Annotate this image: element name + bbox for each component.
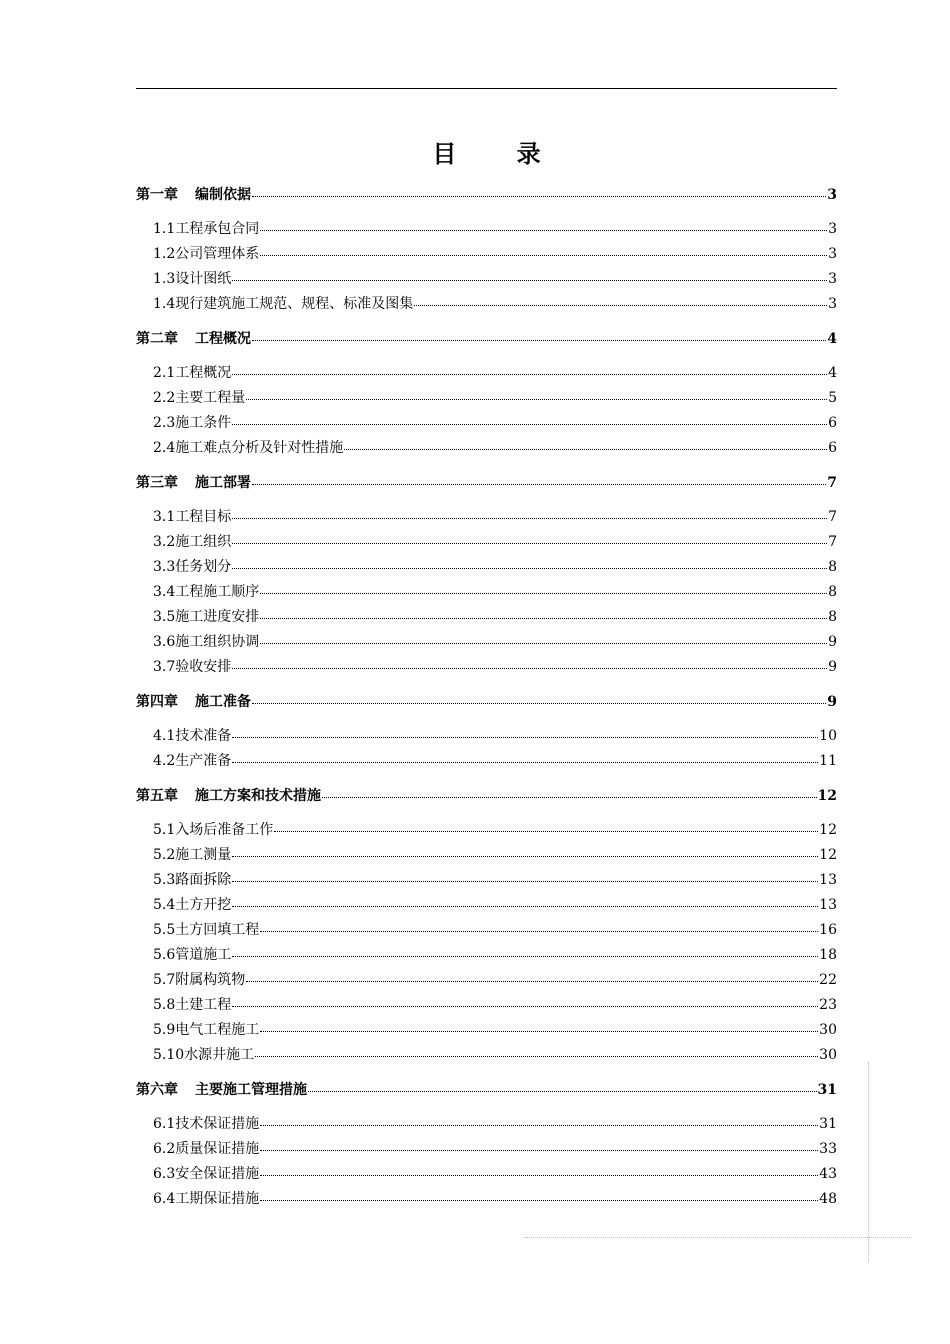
toc-entry-title: 施工条件: [175, 415, 232, 431]
toc-entry-number: 第六章: [136, 1082, 178, 1098]
toc-dot-leader: [260, 1200, 818, 1201]
toc-entry-page: 33: [819, 1141, 837, 1157]
toc-entry-number: 第四章: [136, 694, 178, 710]
toc-entry-page: 12: [817, 788, 837, 804]
toc-entry-title: 公司管理体系: [175, 246, 260, 262]
toc-dot-leader: [232, 668, 827, 669]
toc-entry-title: 质量保证措施: [175, 1141, 260, 1157]
toc-entry-title: 主要施工管理措施: [195, 1082, 307, 1098]
toc-entry-title: 设计图纸: [175, 271, 232, 287]
toc-entry-title: 施工准备: [195, 694, 251, 710]
toc-entry-page: 31: [819, 1116, 837, 1132]
toc-entry-number: 3.3: [153, 559, 176, 575]
toc-entry-number: 4.2: [153, 753, 176, 769]
toc-entry-page: 22: [819, 972, 837, 988]
toc-entry-number: 6.3: [153, 1166, 176, 1182]
toc-dot-leader: [252, 484, 826, 485]
toc-entry-title: 主要工程量: [175, 390, 246, 406]
toc-entry-page: 8: [828, 584, 837, 600]
toc-section-entry[interactable]: [136, 725, 837, 747]
toc-entry-page: 10: [819, 728, 837, 744]
toc-dot-leader: [274, 831, 818, 832]
toc-dot-leader: [322, 797, 817, 798]
toc-entry-number: 5.8: [153, 997, 176, 1013]
toc-entry-page: 9: [827, 694, 837, 710]
toc-dot-leader: [232, 956, 818, 957]
toc-section-entry[interactable]: [136, 919, 837, 941]
toc-dot-leader: [260, 931, 818, 932]
toc-dot-leader: [232, 424, 827, 425]
toc-dot-leader: [260, 1125, 818, 1126]
toc-entry-title: 现行建筑施工规范、规程、标准及图集: [175, 296, 414, 312]
toc-dot-leader: [232, 1006, 818, 1007]
toc-dot-leader: [308, 1091, 817, 1092]
crop-mark-horizontal: [524, 1237, 912, 1238]
toc-dot-leader: [255, 1056, 818, 1057]
toc-dot-leader: [232, 856, 818, 857]
toc-entry-title: 管道施工: [175, 947, 232, 963]
toc-section-entry[interactable]: [136, 606, 837, 628]
toc-entry-page: 18: [819, 947, 837, 963]
toc-entry-title: 工期保证措施: [175, 1191, 260, 1207]
toc-entry-page: 30: [819, 1022, 837, 1038]
toc-entry-title: 施工测量: [175, 847, 232, 863]
toc-section-entry[interactable]: [136, 387, 837, 409]
toc-entry-page: 9: [828, 634, 837, 650]
toc-entry-page: 8: [828, 609, 837, 625]
toc-dot-leader: [260, 1031, 818, 1032]
toc-entry-title: 施工组织协调: [175, 634, 260, 650]
toc-entry-page: 8: [828, 559, 837, 575]
toc-entry-title: 土方回填工程: [175, 922, 260, 938]
toc-section-entry[interactable]: [136, 581, 837, 603]
toc-section-entry[interactable]: [136, 969, 837, 991]
toc-entry-title: 安全保证措施: [175, 1166, 260, 1182]
toc-chapter-entry[interactable]: [136, 691, 837, 713]
toc-section-entry[interactable]: [136, 1113, 837, 1135]
toc-section-entry[interactable]: [136, 844, 837, 866]
toc-entry-page: 4: [827, 331, 837, 347]
toc-chapter-entry[interactable]: [136, 1079, 837, 1101]
toc-chapter-entry[interactable]: [136, 785, 837, 807]
toc-chapter-entry[interactable]: [136, 472, 837, 494]
toc-dot-leader: [232, 762, 818, 763]
toc-dot-leader: [246, 981, 818, 982]
toc-entry-page: 3: [828, 246, 837, 262]
toc-entry-number: 6.2: [153, 1141, 176, 1157]
toc-entry-title: 附属构筑物: [175, 972, 246, 988]
toc-section-entry[interactable]: [136, 994, 837, 1016]
toc-section-entry[interactable]: [136, 819, 837, 841]
toc-dot-leader: [232, 737, 818, 738]
toc-entry-number: 3.7: [153, 659, 176, 675]
toc-entry-page: 11: [819, 753, 837, 769]
toc-entry-number: 2.3: [153, 415, 176, 431]
toc-section-entry[interactable]: [136, 869, 837, 891]
toc-entry-title: 电气工程施工: [175, 1022, 260, 1038]
toc-section-entry[interactable]: [136, 1044, 837, 1066]
toc-dot-leader: [260, 643, 827, 644]
toc-entry-number: 2.4: [153, 440, 176, 456]
toc-entry-number: 5.7: [153, 972, 176, 988]
toc-entry-title: 编制依据: [195, 187, 251, 203]
toc-dot-leader: [232, 543, 827, 544]
toc-entry-page: 3: [828, 296, 837, 312]
toc-entry-title: 路面拆除: [175, 872, 232, 888]
toc-entry-number: 第三章: [136, 475, 178, 491]
toc-entry-page: 23: [819, 997, 837, 1013]
toc-entry-page: 4: [828, 365, 837, 381]
toc-dot-leader: [344, 449, 827, 450]
toc-section-entry[interactable]: [136, 362, 837, 384]
toc-entry-page: 43: [819, 1166, 837, 1182]
toc-entry-title: 技术保证措施: [175, 1116, 260, 1132]
toc-entry-title: 生产准备: [175, 753, 232, 769]
toc-dot-leader: [252, 340, 826, 341]
toc-entry-number: 5.10: [153, 1047, 185, 1063]
toc-entry-number: 4.1: [153, 728, 176, 744]
toc-dot-leader: [260, 1150, 818, 1151]
toc-section-entry[interactable]: [136, 218, 837, 240]
toc-dot-leader: [232, 568, 827, 569]
toc-entry-title: 工程施工顺序: [175, 584, 260, 600]
toc-dot-leader: [260, 230, 827, 231]
toc-entry-title: 施工难点分析及针对性措施: [175, 440, 344, 456]
toc-entry-page: 7: [828, 534, 837, 550]
toc-section-entry[interactable]: [136, 293, 837, 315]
toc-section-entry[interactable]: [136, 1019, 837, 1041]
toc-entry-title: 工程概况: [195, 331, 251, 347]
toc-entry-title: 技术准备: [175, 728, 232, 744]
toc-section-entry[interactable]: [136, 1188, 837, 1210]
toc-section-entry[interactable]: [136, 556, 837, 578]
toc-section-entry[interactable]: [136, 531, 837, 553]
toc-entry-number: 5.1: [153, 822, 176, 838]
toc-dot-leader: [260, 618, 827, 619]
toc-entry-number: 1.2: [153, 246, 176, 262]
toc-section-entry[interactable]: [136, 944, 837, 966]
toc-entry-number: 6.4: [153, 1191, 176, 1207]
toc-section-entry[interactable]: [136, 268, 837, 290]
toc-section-entry[interactable]: [136, 506, 837, 528]
toc-section-entry[interactable]: [136, 243, 837, 265]
toc-dot-leader: [260, 593, 827, 594]
toc-entry-page: 48: [819, 1191, 837, 1207]
toc-entry-title: 任务划分: [175, 559, 232, 575]
toc-dot-leader: [232, 280, 827, 281]
toc-entry-number: 第五章: [136, 788, 178, 804]
toc-entry-number: 5.9: [153, 1022, 176, 1038]
toc-entry-page: 12: [819, 847, 837, 863]
toc-entry-number: 5.5: [153, 922, 176, 938]
toc-entry-page: 3: [828, 271, 837, 287]
toc-entry-number: 5.3: [153, 872, 176, 888]
toc-entry-number: 5.4: [153, 897, 176, 913]
toc-entry-title: 施工部署: [195, 475, 251, 491]
toc-entry-page: 30: [819, 1047, 837, 1063]
toc-entry-number: 第二章: [136, 331, 178, 347]
toc-section-entry[interactable]: [136, 750, 837, 772]
toc-section-entry[interactable]: [136, 1163, 837, 1185]
toc-dot-leader: [252, 196, 826, 197]
toc-entry-title: 施工组织: [175, 534, 232, 550]
crop-mark-vertical: [868, 1062, 869, 1262]
header-rule: [136, 88, 837, 89]
toc-entry-title: 水源井施工: [184, 1047, 255, 1063]
toc-entry-number: 3.5: [153, 609, 176, 625]
toc-entry-title: 土建工程: [175, 997, 232, 1013]
toc-entry-number: 6.1: [153, 1116, 176, 1132]
toc-dot-leader: [246, 399, 827, 400]
toc-entry-page: 7: [828, 509, 837, 525]
toc-entry-page: 16: [819, 922, 837, 938]
toc-entry-number: 2.2: [153, 390, 176, 406]
toc-entry-page: 13: [819, 872, 837, 888]
toc-entry-page: 6: [828, 440, 837, 456]
toc-entry-title: 验收安排: [175, 659, 232, 675]
toc-entry-title: 工程承包合同: [175, 221, 260, 237]
toc-entry-page: 9: [828, 659, 837, 675]
toc-dot-leader: [260, 1175, 818, 1176]
toc-entry-title: 工程概况: [175, 365, 232, 381]
toc-entry-page: 12: [819, 822, 837, 838]
toc-entry-number: 1.1: [153, 221, 176, 237]
toc-section-entry[interactable]: [136, 631, 837, 653]
toc-entry-page: 5: [828, 390, 837, 406]
toc-dot-leader: [232, 518, 827, 519]
toc-entry-number: 3.4: [153, 584, 176, 600]
toc-entry-number: 5.6: [153, 947, 176, 963]
toc-section-entry[interactable]: [136, 412, 837, 434]
toc-entry-number: 1.4: [153, 296, 176, 312]
toc-dot-leader: [232, 374, 827, 375]
toc-entry-title: 工程目标: [175, 509, 232, 525]
toc-entry-page: 13: [819, 897, 837, 913]
toc-entry-number: 5.2: [153, 847, 176, 863]
toc-entry-number: 3.2: [153, 534, 176, 550]
toc-entry-page: 7: [827, 475, 837, 491]
toc-entry-title: 施工进度安排: [175, 609, 260, 625]
toc-title: 目 录: [432, 139, 567, 168]
toc-dot-leader: [232, 906, 818, 907]
toc-dot-leader: [260, 255, 827, 256]
toc-dot-leader: [252, 703, 826, 704]
toc-entry-title: 入场后准备工作: [175, 822, 274, 838]
toc-entry-number: 2.1: [153, 365, 176, 381]
toc-section-entry[interactable]: [136, 894, 837, 916]
toc-section-entry[interactable]: [136, 656, 837, 678]
toc-chapter-entry[interactable]: [136, 328, 837, 350]
toc-entry-page: 31: [817, 1082, 837, 1098]
toc-entry-title: 施工方案和技术措施: [195, 788, 321, 804]
toc-dot-leader: [414, 305, 827, 306]
toc-entry-page: 3: [827, 187, 837, 203]
toc-entry-number: 第一章: [136, 187, 178, 203]
toc-entry-page: 6: [828, 415, 837, 431]
toc-section-entry[interactable]: [136, 1138, 837, 1160]
toc-entry-number: 3.6: [153, 634, 176, 650]
toc-entry-title: 土方开挖: [175, 897, 232, 913]
toc-entry-number: 1.3: [153, 271, 176, 287]
toc-dot-leader: [232, 881, 818, 882]
toc-section-entry[interactable]: [136, 437, 837, 459]
toc-chapter-entry[interactable]: [136, 184, 837, 206]
toc-entry-page: 3: [828, 221, 837, 237]
toc-entry-number: 3.1: [153, 509, 176, 525]
